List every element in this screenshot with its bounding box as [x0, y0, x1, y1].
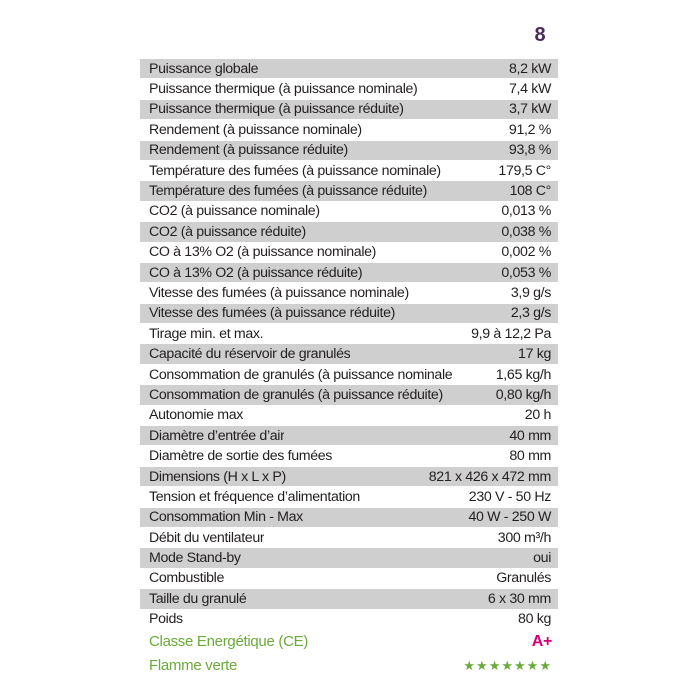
- spec-value: 821 x 426 x 472 mm: [428, 468, 551, 485]
- spec-row: [140, 426, 558, 446]
- spec-label: Tension et fréquence d’alimentation: [149, 488, 360, 505]
- spec-label: Taille du granulé: [149, 590, 247, 607]
- spec-value: 3,7 kW: [508, 101, 551, 118]
- spec-value: 3,9 g/s: [510, 284, 551, 301]
- spec-label: CO à 13% O2 (à puissance réduite): [149, 264, 363, 281]
- spec-value: 0,038 %: [501, 223, 551, 240]
- spec-row: [140, 365, 558, 385]
- spec-value: 9,9 à 12,2 Pa: [471, 325, 551, 342]
- green-flame-label: Flamme verte: [149, 657, 238, 675]
- spec-row: [140, 141, 558, 161]
- spec-table: [140, 59, 558, 678]
- spec-row: [140, 263, 558, 283]
- green-flame-row: [140, 654, 558, 678]
- spec-row: [140, 161, 558, 181]
- spec-row: [140, 79, 558, 99]
- spec-value: Granulés: [496, 570, 551, 587]
- spec-row: [140, 120, 558, 140]
- spec-value: 300 m³/h: [497, 529, 551, 546]
- spec-label: Puissance globale: [149, 60, 259, 77]
- spec-label: Vitesse des fumées (à puissance nominale): [149, 284, 409, 301]
- spec-value: 6 x 30 mm: [487, 590, 551, 607]
- spec-row: [140, 202, 558, 222]
- spec-value: oui: [533, 550, 551, 567]
- spec-label: Mode Stand-by: [149, 550, 241, 567]
- spec-label: Rendement (à puissance réduite): [149, 142, 348, 159]
- spec-row: [140, 528, 558, 548]
- energy-class-row: [140, 630, 558, 654]
- spec-row: [140, 243, 558, 263]
- spec-row: [140, 324, 558, 344]
- spec-label: Autonomie max: [149, 407, 244, 424]
- spec-row: [140, 610, 558, 630]
- spec-value: 8,2 kW: [508, 60, 551, 77]
- spec-label: Combustible: [149, 570, 225, 587]
- energy-class-label: Classe Energétique (CE): [149, 633, 309, 651]
- spec-value: 0,053 %: [501, 264, 551, 281]
- spec-row: [140, 467, 558, 487]
- spec-row: [140, 222, 558, 242]
- spec-row: [140, 569, 558, 589]
- spec-value: 1,65 kg/h: [495, 366, 551, 383]
- spec-value: 0,013 %: [501, 203, 551, 220]
- spec-value: 179,5 C°: [498, 162, 551, 179]
- spec-row: [140, 508, 558, 528]
- spec-label: Rendement (à puissance nominale): [149, 121, 362, 138]
- green-flame-stars-icon: ★★★★★★★: [463, 657, 552, 673]
- spec-label: Consommation Min - Max: [149, 509, 303, 526]
- spec-label: Dimensions (H x L x P): [149, 468, 286, 485]
- spec-label: Capacité du réservoir de granulés: [149, 346, 351, 363]
- energy-class-value: A+: [531, 632, 552, 650]
- spec-label: CO2 (à puissance réduite): [149, 223, 306, 240]
- spec-label: CO à 13% O2 (à puissance nominale): [149, 244, 377, 261]
- spec-row: [140, 385, 558, 405]
- spec-value: 20 h: [524, 407, 551, 424]
- spec-row: [140, 283, 558, 303]
- spec-label: Consommation de granulés (à puissance réduite): [149, 386, 443, 403]
- spec-label: Puissance thermique (à puissance nominale): [149, 81, 418, 98]
- spec-row: [140, 406, 558, 426]
- spec-value: 0,80 kg/h: [495, 386, 551, 403]
- spec-value: 40 W - 250 W: [468, 509, 551, 526]
- spec-value: 17 kg: [518, 346, 551, 363]
- spec-row: [140, 344, 558, 364]
- spec-row: [140, 100, 558, 120]
- spec-label: Température des fumées (à puissance nominale): [149, 162, 441, 179]
- spec-row: [140, 548, 558, 568]
- spec-label: Vitesse des fumées (à puissance réduite): [149, 305, 395, 322]
- spec-value: 7,4 kW: [508, 81, 551, 98]
- spec-value: 80 kg: [518, 611, 551, 628]
- spec-row: [140, 446, 558, 466]
- spec-label: Diamètre de sortie des fumées: [149, 448, 333, 465]
- spec-value: 0,002 %: [501, 244, 551, 261]
- spec-value: 93,8 %: [508, 142, 551, 159]
- spec-row: [140, 589, 558, 609]
- spec-value: 40 mm: [509, 427, 551, 444]
- spec-label: Température des fumées (à puissance réduite): [149, 183, 427, 200]
- spec-row: [140, 59, 558, 79]
- spec-value: 108 C°: [509, 183, 551, 200]
- spec-rows: [140, 59, 558, 630]
- page-number: 8: [534, 24, 546, 46]
- spec-row: [140, 181, 558, 201]
- spec-label: Tirage min. et max.: [149, 325, 264, 342]
- spec-label: CO2 (à puissance nominale): [149, 203, 320, 220]
- spec-value: 80 mm: [509, 448, 551, 465]
- spec-label: Diamètre d’entrée d’air: [149, 427, 285, 444]
- spec-row: [140, 304, 558, 324]
- spec-row: [140, 487, 558, 507]
- spec-label: Poids: [149, 611, 183, 628]
- spec-value: 2,3 g/s: [510, 305, 551, 322]
- spec-value: 230 V - 50 Hz: [468, 488, 551, 505]
- spec-label: Débit du ventilateur: [149, 529, 265, 546]
- spec-label: Puissance thermique (à puissance réduite): [149, 101, 404, 118]
- spec-label: Consommation de granulés (à puissance nominale: [149, 366, 453, 383]
- spec-value: 91,2 %: [508, 121, 551, 138]
